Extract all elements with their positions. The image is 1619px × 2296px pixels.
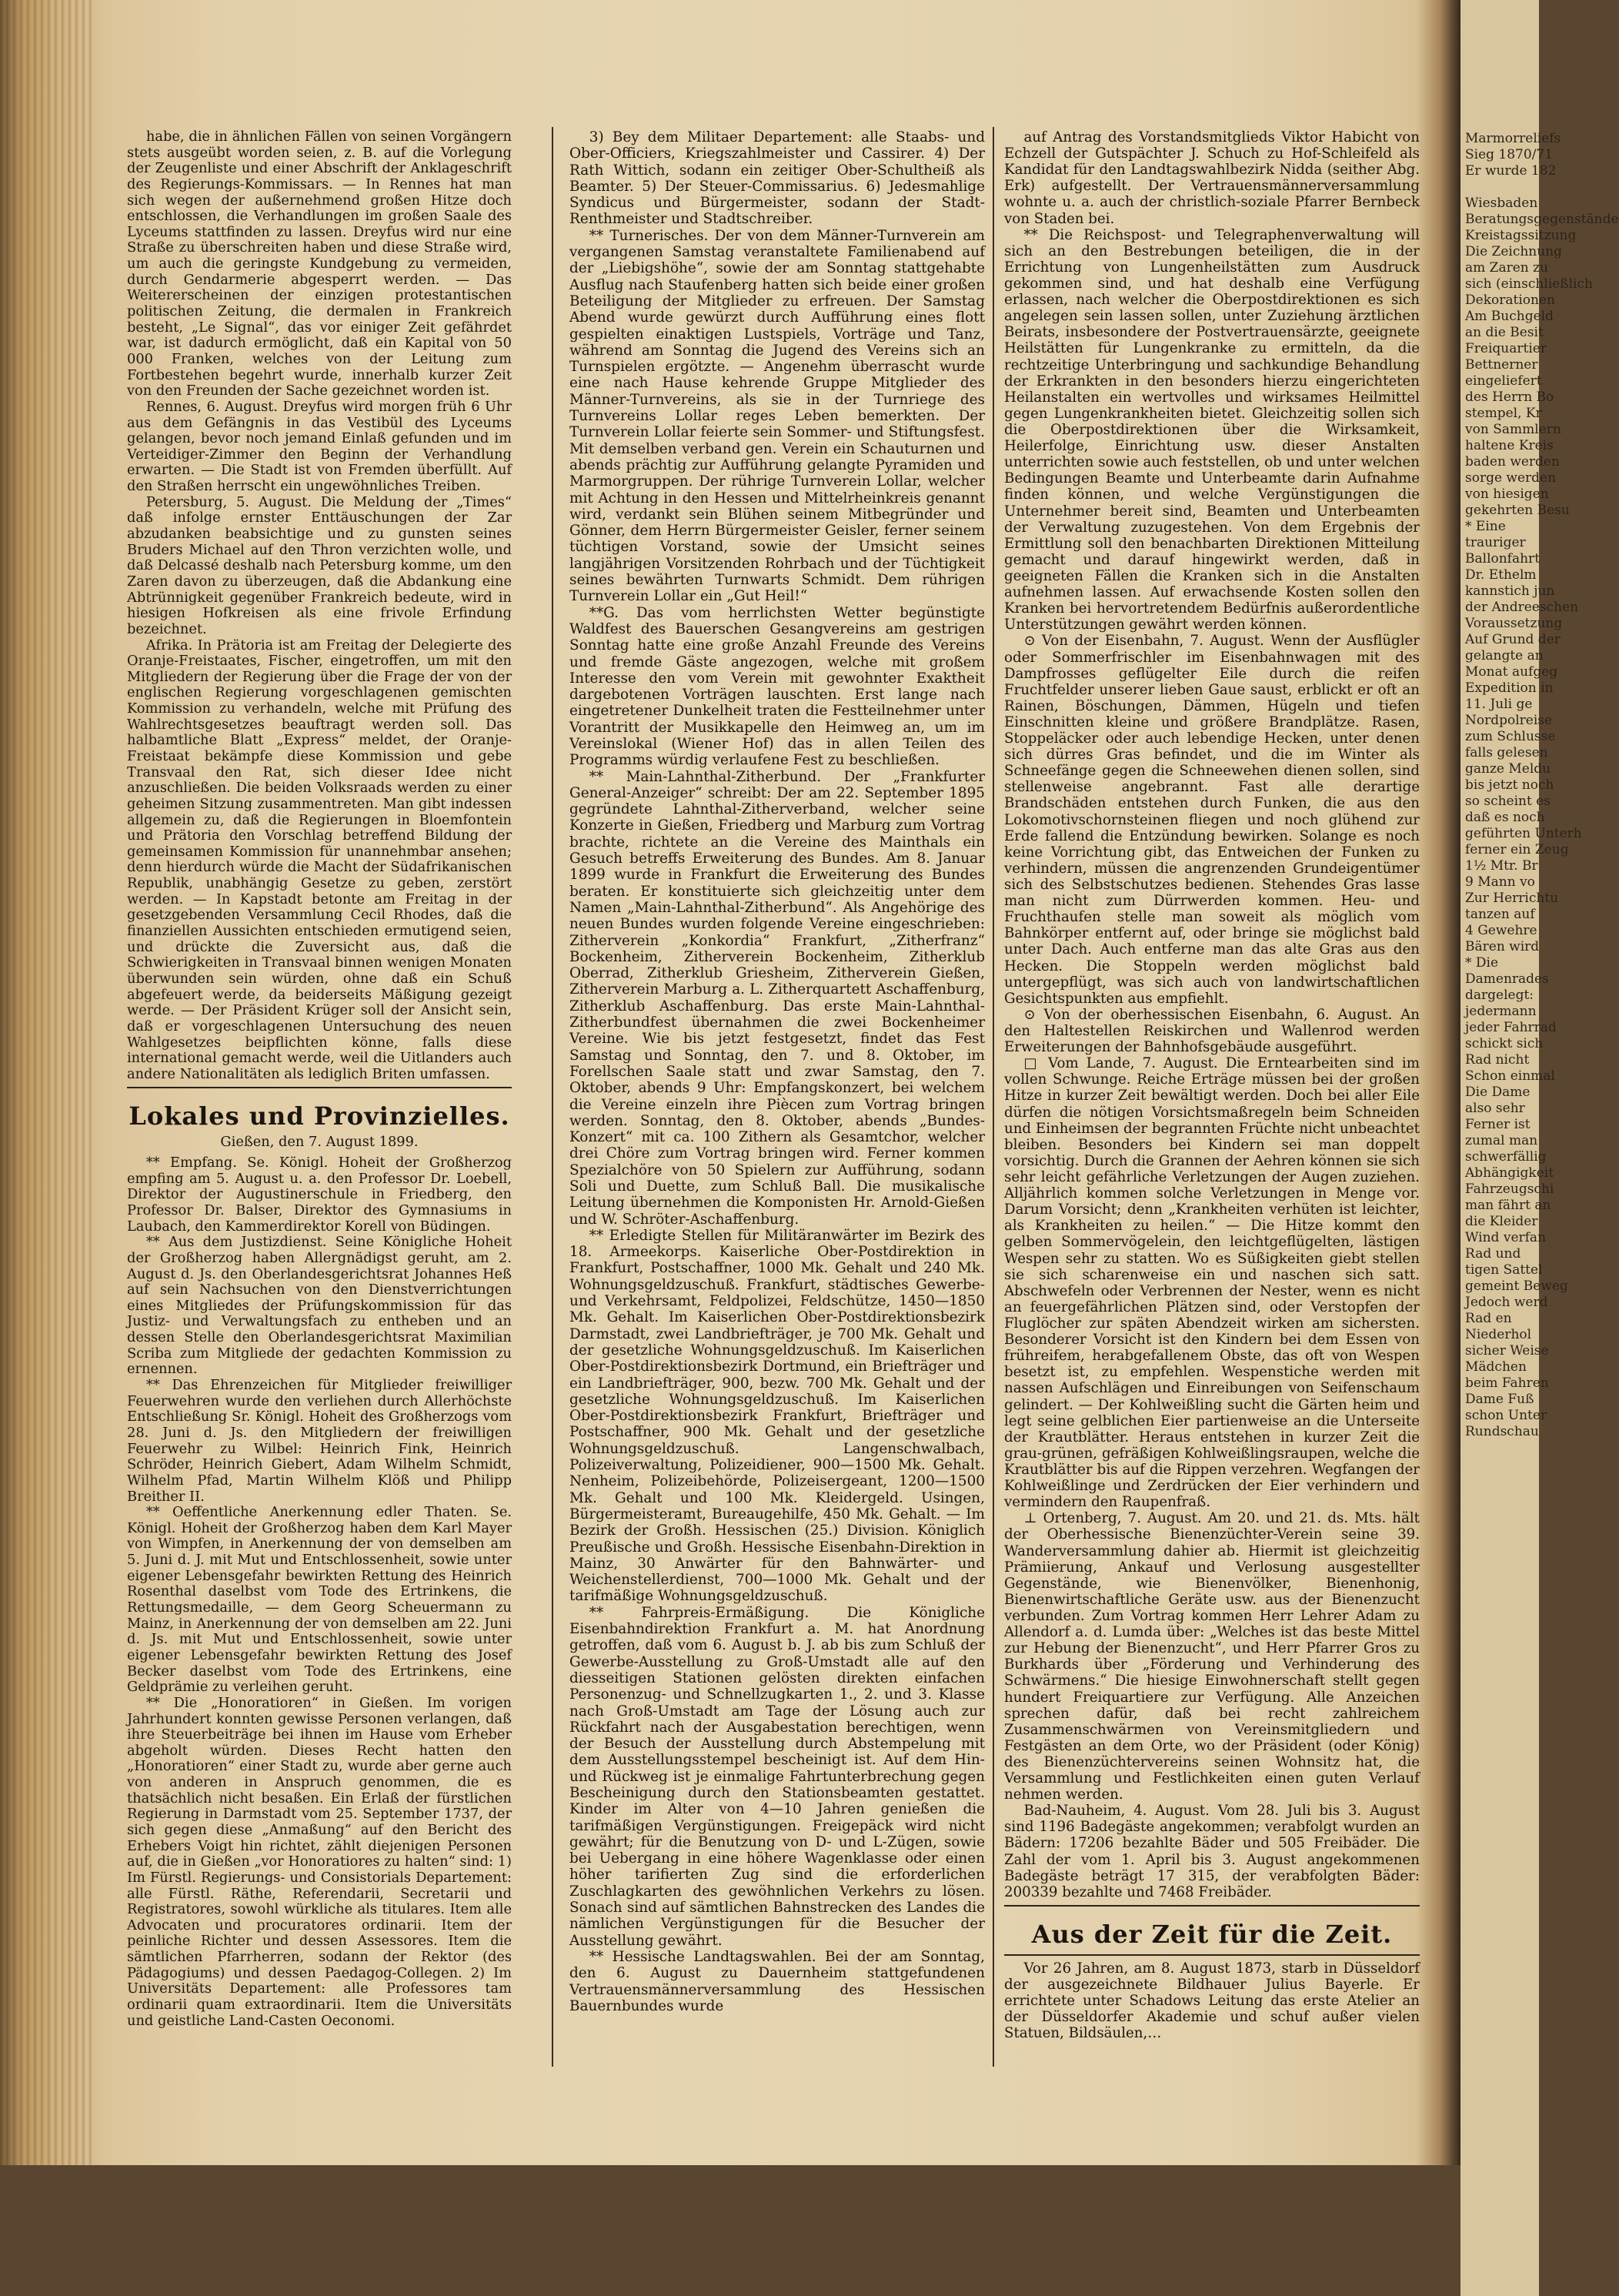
facing-page-line: Bären wird (1465, 939, 1540, 954)
section-rule (1004, 1905, 1420, 1907)
facing-page-line: Beratungsgegenstände (1465, 212, 1619, 227)
section-heading: Aus der Zeit für die Zeit. (1031, 1919, 1393, 1949)
article-paragraph: Afrika. In Prätoria ist am Freitag der Delegierte des Oranje-Freistaates, Fischer, eingetroffen, um mit den Mitgliedern der Regierung über die Frage der von der englischen Regierung vorgeschlagenen gemischten Kommission zu verhandeln, welche mit Prüfung des Wahlrechtsgesetzes beauftragt werden soll. Das halbamtliche Blatt „Express“ meldet, der Oranje-Freistaat bekämpfe diese Kommission und gebe Transvaal den Rat, sich dieser Idee nicht anzuschließen. Die beiden Volksraads werden zu einer geheimen Sitzung zusammentreten. Man gibt indessen allgemein zu, daß die Regierungen in Bloemfontein und Prätoria den Vorschlag betreffend Bildung der gemeinsamen Kommission für unannehmbar ansehen; denn hierdurch würde die Macht der Südafrikanischen Republik, unabhängig Gesetze zu geben, zerstört werden. — In Kapstadt betonte am Freitag in der gesetzgebenden Versammlung Cecil Rhodes, daß die finanziellen Aussichten entschieden ermutigend seien, und drückte die Zuversicht aus, daß die Schwierigkeiten in Transvaal binnen wenigen Monaten überwunden sein würden, ohne daß ein Schuß abgefeuert werde, da beiderseits Mäßigung gezeigt werde. — Der Präsident Krüger soll der Ansicht sein, daß er vorgeschlagenen Untersuchung des neuen Wahlgesetzes beipflichten könne, falls diese international gemacht werde, weil die Uitlanders auch andere Nationalitäten als lediglich Briten umfassen. (127, 637, 512, 1082)
article-paragraph: ⊙ Von der oberhessischen Eisenbahn, 6. August. An den Haltestellen Reiskirchen und Wallenrod werden Erweiterungen der Bahnhofsgebäude ausgeführt. (1004, 1006, 1420, 1056)
facing-page-line: Monat aufgeg (1465, 664, 1558, 680)
facing-page-line: an die Besit (1465, 325, 1544, 340)
article-paragraph: habe, die in ähnlichen Fällen von seinen Vorgängern stets ausgeübt worden seien, z. B. auf die Vorlegung der Zeugenliste und einer Abschrift der Anklageschrift des Regierungs-Kommissars. — In Rennes hat man sich wegen der außernehmend großen Hitze doch entschlossen, die Verhandlungen im großen Saale des Lyceums stattfinden zu lassen. Dreyfus wird nur eine Straße zu überschreiten haben und diese Straße wird, um auch die geringste Kundgebung zu vermeiden, durch Gendarmerie abgesperrt werden. — Das Weitererscheinen der einzigen protestantischen politischen Zeitung, die dermalen in Frankreich besteht, „Le Signal“, das vor einiger Zeit gefährdet war, ist dadurch ermöglicht, daß ein Kapital von 50 000 Franken, welches von der Leitung zum Fortbestehen begehrt wurde, innerhalb kurzer Zeit von den Freunden der Sache gezeichnet worden ist. (127, 129, 512, 399)
column-1 (127, 129, 512, 2029)
article-paragraph: auf Antrag des Vorstandsmitglieds Viktor Habicht von Echzell der Gutspächter J. Schuch zu Hof-Schleifeld als Kandidat für den Landtagswahlbezirk Nidda (seither Abg. Erk) aufgestellt. Der Vertrauensmännerversammlung wohnte u. a. auch der christlich-soziale Pfarrer Bernbeck von Staden bei. (1004, 129, 1420, 227)
facing-page-line: gekehrten Besu (1465, 503, 1570, 518)
facing-page-line: die Kleider (1465, 1214, 1538, 1229)
facing-page-line: 11. Juli ge (1465, 697, 1533, 712)
facing-page-line: Dame Fuß (1465, 1392, 1534, 1407)
column-3 (1004, 129, 1420, 2041)
facing-page-line: * Eine (1465, 519, 1506, 534)
facing-page-line: ganze Meldu (1465, 761, 1551, 777)
article-paragraph: **G. Das vom herrlichsten Wetter begünstigte Waldfest des Bauerschen Gesangvereins am gestrigen Sonntag hatte eine große Anzahl Freunde des Vereins und fremde Gäste angezogen, welche mit großem Interesse den vom Verein mit gewohnter Exaktheit dargebotenen Vorträgen lauschten. Erst lange nach eingetretener Dunkelheit traten die Festteilnehmer unter Vorantritt der Musikkapelle den Heimweg an, um im Vereinslokal (Wiener Hof) das in allen Teilen des Programms würdig verlaufene Fest zu beschließen. (569, 604, 985, 769)
facing-page-line: zumal man (1465, 1133, 1538, 1148)
facing-page-line: zum Schlusse (1465, 729, 1556, 744)
facing-page-edge (1460, 0, 1619, 2296)
facing-page-line: Rad nicht (1465, 1052, 1530, 1068)
facing-page-line: kannstich jun (1465, 583, 1555, 599)
facing-page-line: Rundschau (1465, 1424, 1539, 1439)
article-paragraph: ** Das Ehrenzeichen für Mitglieder freiwilliger Feuerwehren wurde den verliehen durch Allerhöchste Entschließung Sr. Königl. Hoheit des Großherzogs vom 28. Juni d. Js. den Mitgliedern der freiwilligen Feuerwehr zu Wilbel: Heinrich Fink, Heinrich Schröder, Heinrich Giebert, Adam Wilhelm Schmidt, Wilhelm Pfad, Martin Wilhelm Klöß und Philipp Breither II. (127, 1377, 512, 1505)
facing-page-line: Niederhol (1465, 1327, 1532, 1342)
facing-page-line: sicher Weise (1465, 1343, 1549, 1359)
facing-page-line: 1½ Mtr. Br (1465, 858, 1538, 874)
facing-page-line: falls gelesen (1465, 745, 1548, 760)
facing-page-line: gemeint Beweg (1465, 1278, 1568, 1294)
article-paragraph: Rennes, 6. August. Dreyfus wird morgen früh 6 Uhr aus dem Gefängnis in das Vestibül des Lyceums gelangen, bevor noch jemand Einlaß gefunden und im Verteidiger-Zimmer den Beginn der Verhandlung erwarten. — Die Stadt ist von Fremden überfüllt. Auf den Straßen herrscht ein ungewöhnliches Treiben. (127, 398, 512, 495)
facing-page-line: von Sammlern (1465, 422, 1561, 437)
article-paragraph: ** Erledigte Stellen für Militäranwärter im Bezirk des 18. Armeekorps. Kaiserliche Ober-Postdirektion in Frankfurt, Postschaffner, 1000 Mk. Gehalt und 240 Mk. Wohnungsgeldzuschuß. Frankfurt, städtisches Gewerbe- und Verkehrsamt, Feldpolizei, Feldschütze, 1450—1850 Mk. Gehalt. Im Kaiserlichen Ober-Postdirektionsbezirk Darmstadt, zwei Landbriefträger, je 700 Mk. Gehalt und der gesetzliche Wohnungsgeldzuschuß. Im Kaiserlichen Ober-Postdirektionsbezirk Dortmund, ein Briefträger und ein Landbriefträger, 900, bezw. 700 Mk. Gehalt und der gesetzliche Wohnungsgeldzuschuß. Im Kaiserlichen Ober-Postdirektionsbezirk Frankfurt, Briefträger und Postschaffner, 900 Mk. Gehalt und der gesetzliche Wohnungsgeldzuschuß. Langenschwalbach, Polizeiverwaltung, Polizeidiener, 900—1500 Mk. Gehalt. Nenheim, Polizeibehörde, Polizeisergeant, 1200—1500 Mk. Gehalt und 100 Mk. Kleidergeld. Usingen, Bürgermeisteramt, Bureaugehilfe, 450 Mk. Gehalt. — Im Bezirk der Großh. Hessischen (25.) Division. Königlich Preußische und Großh. Hessische Eisenbahn-Direktion in Mainz, 30 Anwärter für den Bahnwärter- und Weichenstellerdienst, 700—1000 Mk. Gehalt und der tarifmäßige Wohnungsgeldzuschuß. (569, 1227, 985, 1605)
facing-page-line: Zur Herrichtu (1465, 891, 1559, 906)
facing-page-line: Expedition in (1465, 680, 1554, 696)
facing-page-line: schwerfällig (1465, 1149, 1547, 1165)
facing-page-line: trauriger (1465, 535, 1526, 550)
facing-page-line: Wiesbaden (1465, 196, 1538, 211)
facing-page-line: Voraussetzung (1465, 616, 1563, 631)
article-paragraph: ** Oeffentliche Anerkennung edler Thaten. Se. Königl. Hoheit der Großherzog haben dem Karl Mayer von Wimpfen, in Anerkennung der von demselben am 5. Juni d. J. mit Mut und Entschlossenheit, sowie unter eigener Lebensgefahr bewirkten Rettung des Heinrich Rosenthal daselbst vom Tode des Ertrinkens, die Rettungsmedaille, — dem Georg Scheuermann zu Mainz, in Anerkennung der von demselben am 22. Juni d. Js. mit Mut und Entschlossenheit, sowie unter eigener Lebensgefahr bewirkten Rettung des Josef Becker daselbst vom Tode des Ertrinkens, eine Geldprämie zu verleihen geruht. (127, 1504, 512, 1696)
facing-page-line: jeder Fahrrad (1465, 1020, 1557, 1035)
facing-page-line: 9 Mann vo (1465, 874, 1535, 890)
article-paragraph: ** Fahrpreis-Ermäßigung. Die Königliche Eisenbahndirektion Frankfurt a. M. hat Anordnung getroffen, daß vom 6. August b. J. ab bis zum Schluß der Gewerbe-Ausstellung zu Groß-Umstadt alle auf den diesseitigen Stationen gelösten direkten einfachen Personenzug- und Schnellzugkarten 1., 2. und 3. Klasse nach Groß-Umstadt am Tage der Lösung auch zur Rückfahrt nach der Ausgabestation berechtigen, wenn der Besuch der Ausstellung durch Abstempelung mit dem Ausstellungsstempel bescheinigt ist. Auf dem Hin- und Rückweg ist je einmalige Fahrtunterbrechung gegen Bescheinigung durch den Stationsbeamten gestattet. Kinder im Alter von 4—10 Jahren genießen die tarifmäßigen Vergünstigungen. Freigepäck wird nicht gewährt; für die Benutzung von D- und L-Zügen, sowie bei Uebergang in eine höhere Wagenklasse oder einen höher tarifierten Zug sind die erforderlichen Zuschlagkarten des gewöhnlichen Verkehrs zu lösen. Sonach sind auf sämtlichen Bahnstrecken des Landes die nämlichen Vergünstigungen für die Besucher der Ausstellung gewährt. (569, 1604, 985, 1949)
facing-page-line: gelangte an (1465, 648, 1544, 663)
dateline: Gießen, den 7. August 1899. (220, 1134, 419, 1151)
facing-page-line: Ballonfahrt (1465, 551, 1541, 566)
facing-page-line: Jedoch werd (1465, 1295, 1548, 1310)
article-paragraph: ** Main-Lahnthal-Zitherbund. Der „Frankfurter General-Anzeiger“ schreibt: Der am 22. September 1895 gegründete Lahnthal-Zitherverband, welcher seine Konzerte in Gießen, Friedberg und Marburg zum Vortrag brachte, richtete an die Vereine des Mainthals ein Gesuch betreffs Erweiterung des Bundes. Am 8. Januar 1899 wurde in Frankfurt die Erweiterung des Bundes beraten. Er konstituierte sich gleichzeitig unter dem Namen „Main-Lahnthal-Zitherbund“. Als Angehörige des neuen Bundes wurden folgende Vereine eingeschrieben: Zitherverein „Konkordia“ Frankfurt, „Zitherfranz“ Bockenheim, Zitherverein Bockenheim, Zitherklub Oberrad, Zitherklub Griesheim, Zitherverein Gießen, Zitherverein Marburg a. L. Zitherquartett Aschaffenburg, Zitherklub Aschaffenburg. Das erste Main-Lahnthal-Zitherbundfest übernahmen die zwei Bockenheimer Vereine. Wie bis jetzt festgesetzt, findet das Fest Samstag und Sonntag, den 7. und 8. Oktober, im Forellschen Saale statt und zwar Samstag, den 7. Oktober, abends 9 Uhr: Empfangskonzert, bei welchem die Vereine einzeln ihre Piècen zum Vortrag bringen werden. Sonntag, den 8. Oktober, abends „Bundes-Konzert“ mit ca. 100 Zithern als Gesamtchor, welcher drei Chöre zum Vortrag bringen wird. Ferner kommen Spezialchöre von 50 Spielern zur Aufführung, sodann Soli und Duette, zum Schluß Ball. Die musikalische Leitung übernehmen die Komponisten Hr. Arnold-Gießen und W. Schröter-Aschaffenburg. (569, 768, 985, 1228)
facing-page-line: Rad und (1465, 1246, 1521, 1262)
facing-page-line: tanzen auf (1465, 907, 1535, 922)
facing-page-line: Die Zeichnung (1465, 244, 1563, 259)
article-paragraph: ** Die „Honoratioren“ in Gießen. Im vorigen Jahrhundert konnten gewisse Personen verlangen, daß ihre Steuerbeiträge bei ihnen im Hause vom Erheber abgeholt würden. Dieses Recht hatten den „Honoratioren“ einer Stadt zu, wurde aber gerne auch von anderen in Anspruch genommen, die es thatsächlich nicht besaßen. Ein Erlaß der fürstlichen Regierung in Darmstadt vom 25. September 1737, der sich gegen diese „Anmaßung“ auf den Bericht des Erhebers Voigt hin richtet, zählt diejenigen Personen auf, die in Gießen „vor Honoratiores zu halten“ sind: 1) Im Fürstl. Regierungs- und Consistorials Departement: alle Fürstl. Räthe, Referendarii, Secretarii und Registratores, sowohl würkliche als titulares. Item alle Advocaten und procuratores ordinarii. Item der peinliche Richter und dessen Assessores. Item die sämtlichen Pfarrherren, sodann der Rektor (des Pädagogiums) und dessen Paedagog-Collegen. 2) Im Universitäts Departement: alle Professores tam ordinarii quam extraordinarii. Item die Universitäts und geistliche Land-Casten Oeconomi. (127, 1694, 512, 2029)
article-paragraph: 3) Bey dem Militaer Departement: alle Staabs- und Ober-Officiers, Kriegszahlmeister und Cassirer. 4) Der Rath Wittich, sodann ein zeitiger Ober-Schultheiß als Beamter. 5) Der Steuer-Commissarius. 6) Jedesmahlige Syndicus und Bürgermeister, sodann der Stadt-Renthmeister und Stadtschreiber. (569, 129, 985, 228)
facing-page-line: sorge werden (1465, 470, 1557, 486)
facing-page-line: 4 Gewehre (1465, 923, 1537, 938)
article-paragraph: Vor 26 Jahren, am 8. August 1873, starb in Düsseldorf der ausgezeichnete Bildhauer Julius Bayerle. Er errichtete unter Schadows Leitung das erste Atelier an der Düsseldorfer Akademie und schuf außer vielen Statuen, Bildsäulen,… (1004, 1960, 1420, 2042)
section-heading: Lokales und Provinzielles. (129, 1101, 510, 1131)
column-rule (552, 127, 553, 2067)
article-paragraph: Bad-Nauheim, 4. August. Vom 28. Juli bis 3. August sind 1196 Badegäste angekommen; verabfolgt wurden an Bädern: 17206 bezahlte Bäder und 505 Freibäder. Die Zahl der vom 1. April bis 3. August angekommenen Badegäste beträgt 17 315, der verabfolgten Bäder: 200339 bezahlte und 7468 Freibäder. (1004, 1803, 1420, 1900)
column-2 (569, 129, 985, 2014)
facing-page-line: Wind verfan (1465, 1230, 1547, 1245)
facing-page-line: Dekorationen (1465, 292, 1555, 308)
facing-page-line: Marmorreliefs (1465, 131, 1561, 146)
article-paragraph: ** Die Reichspost- und Telegraphenverwaltung will sich an den Bestrebungen beteiligen, die in der Errichtung von Lungenheilstätten zum Ausdruck gekommen sind, und hat deshalb eine Verfügung erlassen, nach welcher die Oberpostdirektionen es sich angelegen sein lassen sollen, unter Zuziehung ärztlichen Beirats, insbesondere der Postvertrauensärzte, geeignete Heilstätten für Lungenkranke zu ermitteln, da die rechtzeitige Unterbringung und sachkundige Behandlung der Erkrankten in den besonders hierzu eingerichteten Heilanstalten ein wertvolles und wirksames Heilmittel gegen Lungenkrankheiten bietet. Gleichzeitig sollen sich die Oberpostdirektionen über die Wirksamkeit, Heilerfolge, Einrichtung usw. dieser Anstalten unterrichten sowie auch feststellen, ob und unter welchen Bedingungen Beamte und Unterbeamte darin Aufnahme finden können, und welche Vergünstigungen die Unternehmer bereit sind, Beamten und Unterbeamten der Verwaltung zuzugestehen. Von dem Ergebnis der Ermittlung soll den benachbarten Direktionen Mitteilung gemacht und darauf hingewirkt werden, daß in geeigneten Fällen die Kranken sich in die Anstalten aufnehmen lassen. Auf erwachsende Kosten sollen den Kranken bei hervortretendem Bedürfnis außerordentliche Unterstützungen gewährt werden können. (1004, 226, 1420, 633)
facing-page-line: Auf Grund der (1465, 632, 1561, 647)
facing-page-line: Sieg 1870/71 (1465, 147, 1554, 162)
article-paragraph: ** Hessische Landtagswahlen. Bei der am Sonntag, den 6. August zu Dauernheim stattgefundenen Vertrauensmännerversammlung des Hessischen Bauernbundes wurde (569, 1948, 985, 2014)
facing-page-line: Nordpolreise (1465, 713, 1553, 728)
facing-page-line: eingeliefert (1465, 373, 1542, 389)
facing-page-line: Rad en (1465, 1311, 1512, 1326)
article-paragraph: ⊥ Ortenberg, 7. August. Am 20. und 21. ds. Mts. hält der Oberhessische Bienenzüchter-Verein seine 39. Wanderversammlung dahier ab. Hiermit ist gleichzeitig Prämiierung, Ankauf und Verlosung ausgestellter Gegenstände, wie Bienenvölker, Bienenhonig, Bienenwirtschaftliche Geräte usw. aus der Bienenzucht verbunden. Zum Vortrag kommen Herr Lehrer Adam zu Allendorf a. d. Lumda über: „Welches ist das beste Mittel zur Hebung der Bienenzucht“, und Herr Pfarrer Gros zu Burkhards über „Förderung und Verhinderung des Schwärmens.“ Die hiesige Einwohnerschaft stellt gegen hundert Freiquartiere zur Verfügung. Alle Anzeichen sprechen dafür, daß bei recht zahlreichem Zusammenschwärmen von Vereinsmitgliedern und Festgästen an dem Orte, wo der Präsident (oder König) des Bienenzüchtervereins seinen Wohnsitz hat, die Versammlung und Festlichkeiten einen guten Verlauf nehmen werden. (1004, 1510, 1420, 1803)
facing-page-line: schickt sich (1465, 1036, 1544, 1051)
facing-page-line: geführten Unterh (1465, 826, 1582, 841)
facing-page-line: daß es noch (1465, 810, 1545, 825)
facing-page-line: also sehr (1465, 1101, 1525, 1116)
article-paragraph: Petersburg, 5. August. Die Meldung der „Times“ daß infolge ernster Enttäuschungen der Zar abzudanken beabsichtige und zu gunsten seines Bruders Michael auf den Thron verzichten wolle, und daß Delcassé deshalb nach Petersburg komme, um den Zaren davon zu überzeugen, daß die Abdankung eine Abtrünnigkeit gegenüber Frankreich bedeute, wird in hiesigen Hofkreisen als eine frivole Erfindung bezeichnet. (127, 493, 512, 637)
section-rule (127, 1087, 512, 1088)
facing-page-line: Damenrades (1465, 971, 1549, 987)
facing-page-line: jedermann (1465, 1004, 1537, 1019)
facing-page-line: Am Buchgeld (1465, 309, 1554, 324)
facing-page-line: Er wurde 182 (1465, 163, 1557, 179)
facing-page-line: baden werden (1465, 454, 1560, 470)
facing-page-line: am Zaren zu (1465, 260, 1549, 276)
facing-page-line: beim Fahren (1465, 1375, 1549, 1391)
facing-page-line: Dr. Ethelm (1465, 567, 1537, 583)
article-paragraph: ** Turnerisches. Der von dem Männer-Turnverein am vergangenen Samstag veranstaltete Familienabend auf der „Liebigshöhe“, sowie der am Sonntag stattgehabte Ausflug nach Staufenberg hatten sich beide einer großen Beteiligung der Mitglieder zu erfreuen. Der Samstag Abend wurde gewürzt durch Aufführung eines flott gespielten einaktigen Lustspiels, Vorträge und Tanz, während am Sonntag die Jugend des Vereins sich an Turnspielen ergötzte. — Angenehm überrascht wurde eine nach Hause kehrende Gruppe Mitglieder des Männer-Turnvereins, als sie in der Turnriege des Turnvereins Lollar reges Leben bemerkten. Der Turnverein Lollar feierte sein Sommer- und Stiftungsfest. Mit demselben verband gen. Verein ein Schauturnen und abends prächtig zur Aufführung gelangte Pyramiden und Marmorgruppen. Der rührige Turnverein Lollar, welcher mit Achtung in den Hessen und Mittelrheinkreis genannt wird, verdankt sein Blühen seinem Mitbegründer und Gönner, dem Herrn Bürgermeister Geisler, ferner seinem tüchtigen Vorstand, sowie der Umsicht seines langjährigen Vorsitzenden Rohrbach und der Tüchtigkeit seines bewährten Turnwarts Schmidt. Dem rührigen Turnverein Lollar ein „Gut Heil!“ (569, 227, 985, 605)
facing-page-line: sich (einschließlich (1465, 276, 1593, 292)
article-paragraph: ** Aus dem Justizdienst. Seine Königliche Hoheit der Großherzog haben Allergnädigst geruht, am 2. August d. Js. den Oberlandesgerichtsrat Johannes Heß auf sein Nachsuchen von den Dienstverrichtungen eines Mitgliedes der Prüfungskommission für das Justiz- und Verwaltungsfach zu entheben und an dessen Stelle den Oberlandesgerichtsrat Maximilian Scriba zum Mitgliede der gedachten Kommission zu ernennen. (127, 1234, 512, 1378)
facing-page-line (1460, 179, 1539, 196)
facing-page-line: Schon einmal (1465, 1068, 1555, 1084)
facing-page-line: so scheint es (1465, 794, 1551, 809)
facing-page-line: ferner ein Zeug (1465, 842, 1569, 857)
facing-page-line: man fährt an (1465, 1198, 1551, 1213)
facing-page-line: Die Dame (1465, 1085, 1531, 1100)
book-binding (0, 0, 92, 2165)
facing-page-line: Bettnerner (1465, 357, 1538, 373)
article-paragraph: □ Vom Lande, 7. August. Die Erntearbeiten sind im vollen Schwunge. Reiche Erträge müssen bei der großen Hitze in kurzer Zeit bewältigt werden. Doch bei aller Eile dürfen die nötigen Vorsichtsmaßregeln beim Schneiden und Einheimsen der begrannten Früchte nicht unbeachtet bleiben. Besonders bei Kindern sei man doppelt vorsichtig. Durch die Grannen der Aehren können sie sich sehr leicht gefährliche Verletzungen der Augen zuziehen. Alljährlich kommen solche Verletzungen in Menge vor. Darum Vorsicht; denn „Krankheiten verhüten ist leichter, als Krankheiten zu heilen.“ — Die Hitze kommt den gelben Sommervögelein, den leichtgeflügelten, lästigen Wespen sehr zu statten. Wo es Süßigkeiten giebt stellen sie sich scharenweise ein und naschen sich satt. Abschwefeln oder Verbrennen der Nester, wenn es nicht an feuergefährlichen Plätzen sind, oder Verstopfen der Fluglöcher zur späten Abendzeit wirken am sichersten. Besonderer Vorsicht ist den Kindern bei dem Essen von frühreifem, herabgefallenem Obste, das oft von Wespen besetzt ist, zu empfehlen. Wespenstiche werden mit nassen Aufschlägen und Einreibungen von Seifenschaum gelindert. — Der Kohlweißling sucht die Gärten heim und legt seine gelblichen Eier partienweise an die Unterseite der Krautblätter. Heraus entstehen in kurzer Zeit die grau-grünen, gefräßigen Kohlweißlingsraupen, welche die Krautblätter bis auf die Rippen verzehren. Wegfangen der Kohlweißlinge und Zerdrücken der Eier verhindern und vermindern den Raupenfraß. (1004, 1055, 1420, 1511)
facing-page-line: Kreistagssitzung (1465, 228, 1577, 243)
section-rule (1004, 1954, 1420, 1956)
facing-page-line: tigen Sattel (1465, 1262, 1543, 1278)
facing-page-line: schon Unter (1465, 1408, 1547, 1423)
facing-page-line: von hiesigen (1465, 486, 1549, 502)
facing-page-line: der Andreeschen (1465, 600, 1579, 615)
facing-page-line: stempel, Kr (1465, 406, 1542, 421)
facing-page-line: haltene Kreis (1465, 438, 1554, 453)
facing-page-line: Abhängigkeit (1465, 1165, 1554, 1181)
article-paragraph: ⊙ Von der Eisenbahn, 7. August. Wenn der Ausflügler oder Sommerfrischler im Eisenbahnwagen mit des Dampfrosses geflügelter Eile durch die reifen Fruchtfelder unserer lieben Gaue saust, erblickt er oft an Rainen, Böschungen, Dämmen, Hügeln und tiefen Einschnitten kleine und größere Brandplätze. Rasen, Stoppeläcker oder auch lebendige Hecken, unter denen sich dürres Gras befindet, und die im Winter als Schneefänge gegen die Schneewehen dienen sollen, sind stellenweise angebrannt. Fast alle derartige Brandschäden entstehen durch Funken, die aus den Lokomotivschornsteinen fliegen und noch glühend zur Erde fallend die Entzündung bewirken. Solange es noch keine Vorrichtung gibt, das Entweichen der Funken zu verhindern, müssen die angrenzenden Grundeigentümer sich des Selbstschutzes bedienen. Stehendes Gras lasse man nicht zum Dürrwerden kommen. Heu- und Fruchthaufen stelle man soweit als möglich vom Bahnkörper entfernt auf, oder bringe sie möglichst bald unter Dach. Auch entferne man das alte Gras aus den Hecken. Die Stoppeln werden möglichst bald untergepflügt, was sich auch von landwirtschaftlichen Gesichtspunkten aus empfiehlt. (1004, 633, 1420, 1007)
facing-page-line: bis jetzt noch (1465, 777, 1554, 793)
facing-page-line: dargelegt: (1465, 988, 1534, 1003)
facing-page-line: * Die (1465, 955, 1499, 971)
article-paragraph: ** Empfang. Se. Königl. Hoheit der Großherzog empfing am 5. August u. a. den Professor Dr. Loebell, Direktor der Augustinerschule in Friedberg, den Professor Dr. Balser, Direktor des Gymnasiums in Laubach, den Kammerdirektor Korell von Büdingen. (127, 1155, 512, 1235)
facing-page-line: des Herrn Bo (1465, 389, 1554, 405)
facing-page-line: Mädchen (1465, 1359, 1527, 1375)
facing-page-line: Ferner ist (1465, 1117, 1531, 1132)
facing-page-line: Fahrzeugschi (1465, 1181, 1554, 1197)
column-rule (993, 127, 994, 2067)
facing-page-line: Freiquartier (1465, 341, 1547, 356)
